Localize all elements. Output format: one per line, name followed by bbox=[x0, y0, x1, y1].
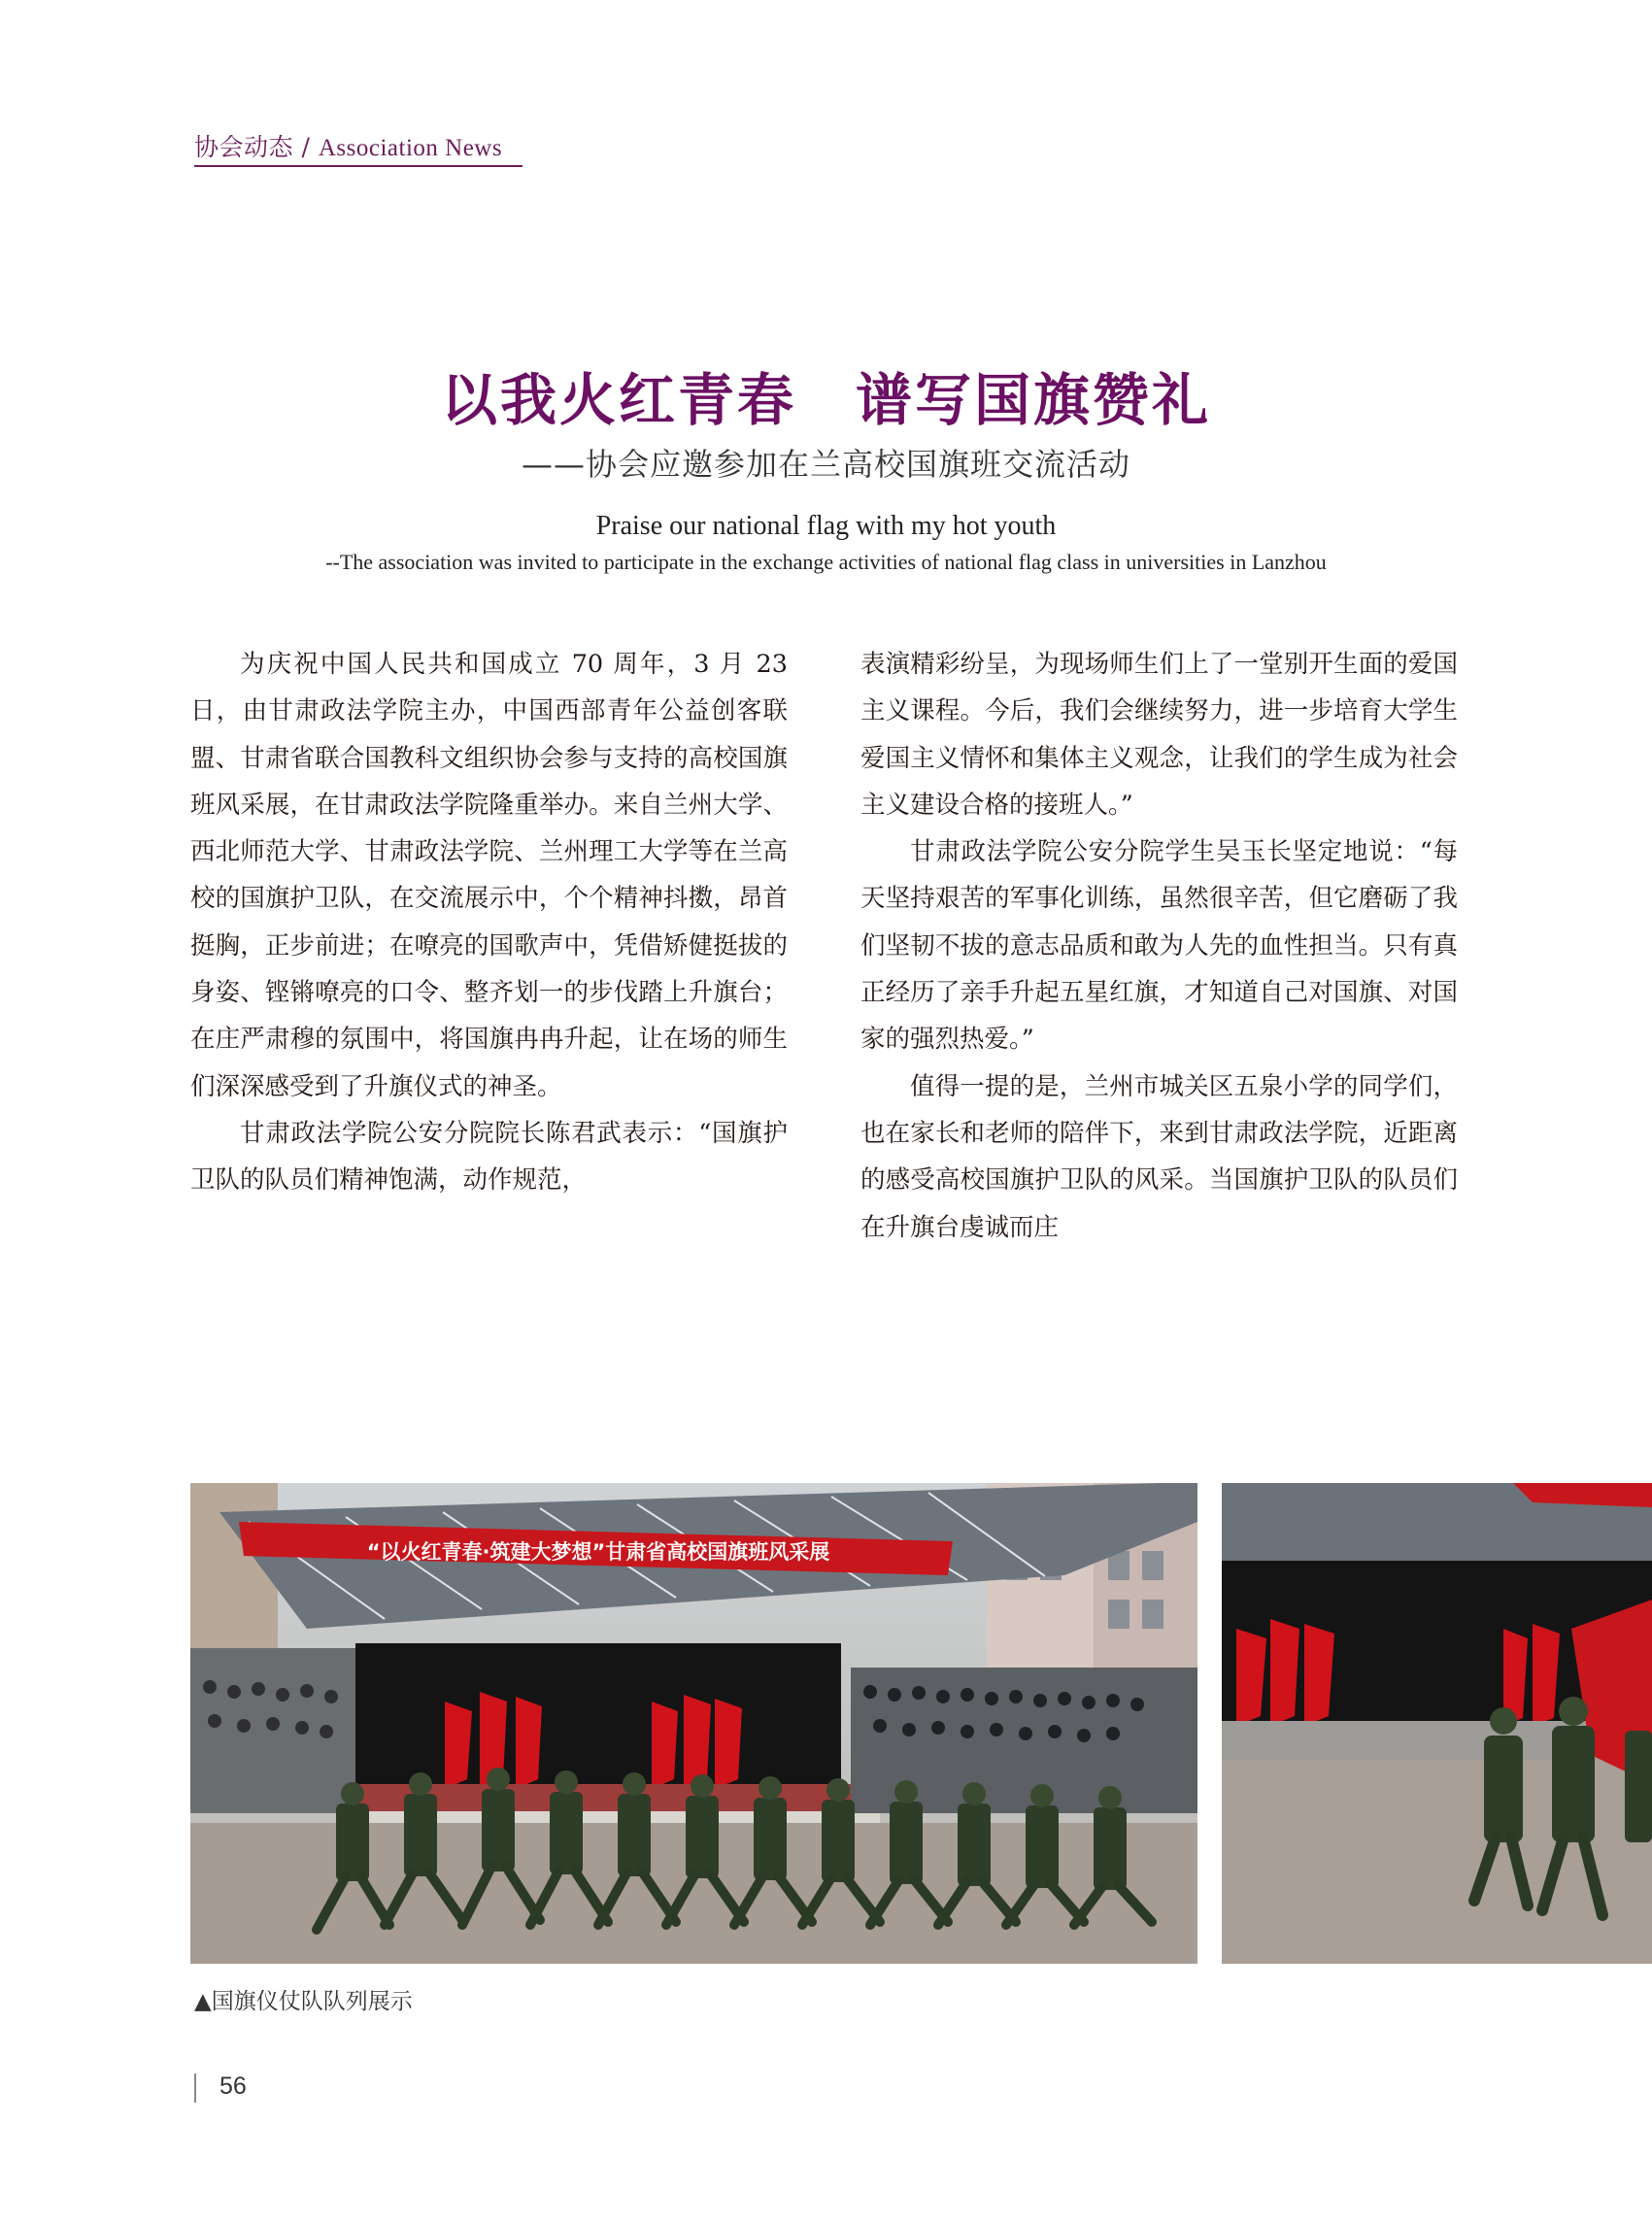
article-column-left bbox=[190, 641, 788, 1204]
section-underline bbox=[194, 165, 523, 167]
section-separator: / bbox=[293, 133, 319, 161]
page-number-divider bbox=[194, 2073, 196, 2103]
photo-caption: ▲国旗仪仗队队列展示 bbox=[194, 1989, 413, 2014]
paragraph-3: 甘肃政法学院公安分院学生吴玉长坚定地说：“每天坚持艰苦的军事化训练，虽然很辛苦，但它磨砺了我们坚韧不拔的意志品质和敢为人先的血性担当。只有真正经历了亲手升起五星红旗，才知道自己对国旗、对国家的强烈热爱。” bbox=[860, 837, 1458, 1055]
paragraph-2: 甘肃政法学院公安分院院长陈君武表示：“国旗护卫队的队员们精神饱满，动作规范， bbox=[190, 1118, 788, 1196]
article-title-en: Praise our national flag with my hot youth bbox=[595, 511, 1057, 541]
page-number: 56 bbox=[219, 2073, 247, 2100]
paragraph-2-continued: 表演精彩纷呈，为现场师生们上了一堂别开生面的爱国主义课程。今后，我们会继续努力，进一步培育大学生爱国主义情怀和集体主义观念，让我们的学生成为社会主义建设合格的接班人。” bbox=[860, 650, 1458, 820]
article-subtitle-en: --The association was invited to participate in the exchange activities of national flag class in universities in Lanzhou bbox=[325, 550, 1327, 574]
article-title: 以我火红青春 谱写国旗赞礼 bbox=[440, 367, 1211, 433]
paragraph-1: 为庆祝中国人民共和国成立 70 周年，3 月 23 日，由甘肃政法学院主办，中国西部青年公益创客联盟、甘肃省联合国教科文组织协会参与支持的高校国旗班风采展，在甘肃政法学院隆重举办。来自兰州大学、西北师范大学、甘肃政法学院、兰州理工大学等在兰高校的国旗护卫队，在交流展示中，个个精神抖擞，昂首挺胸，正步前进；在嘹亮的国歌声中，凭借矫健挺拔的身姿、铿锵嘹亮的口令、整齐划一的步伐踏上升旗台；在庄严肃穆的氛围中，将国旗冉冉升起，让在场的师生们深深感受到了升旗仪式的神圣。 bbox=[190, 650, 788, 1101]
article-column-right bbox=[860, 641, 1458, 1251]
photo-parade-main bbox=[190, 1483, 1197, 1964]
section-label-en: Association News bbox=[318, 135, 503, 161]
photo-flag-bearer bbox=[1222, 1483, 1652, 1964]
section-header bbox=[194, 128, 502, 163]
section-label-cn: 协会动态 bbox=[194, 133, 294, 161]
article-subtitle: ——协会应邀参加在兰高校国旗班交流活动 bbox=[521, 446, 1130, 483]
paragraph-4: 值得一提的是，兰州市城关区五泉小学的同学们，也在家长和老师的陪伴下，来到甘肃政法学院，近距离的感受高校国旗护卫队的风采。当国旗护卫队的队员们在升旗台虔诚而庄 bbox=[860, 1071, 1458, 1242]
banner-text: “以火红青春·筑建大梦想”甘肃省高校国旗班风采展 bbox=[366, 1540, 830, 1564]
